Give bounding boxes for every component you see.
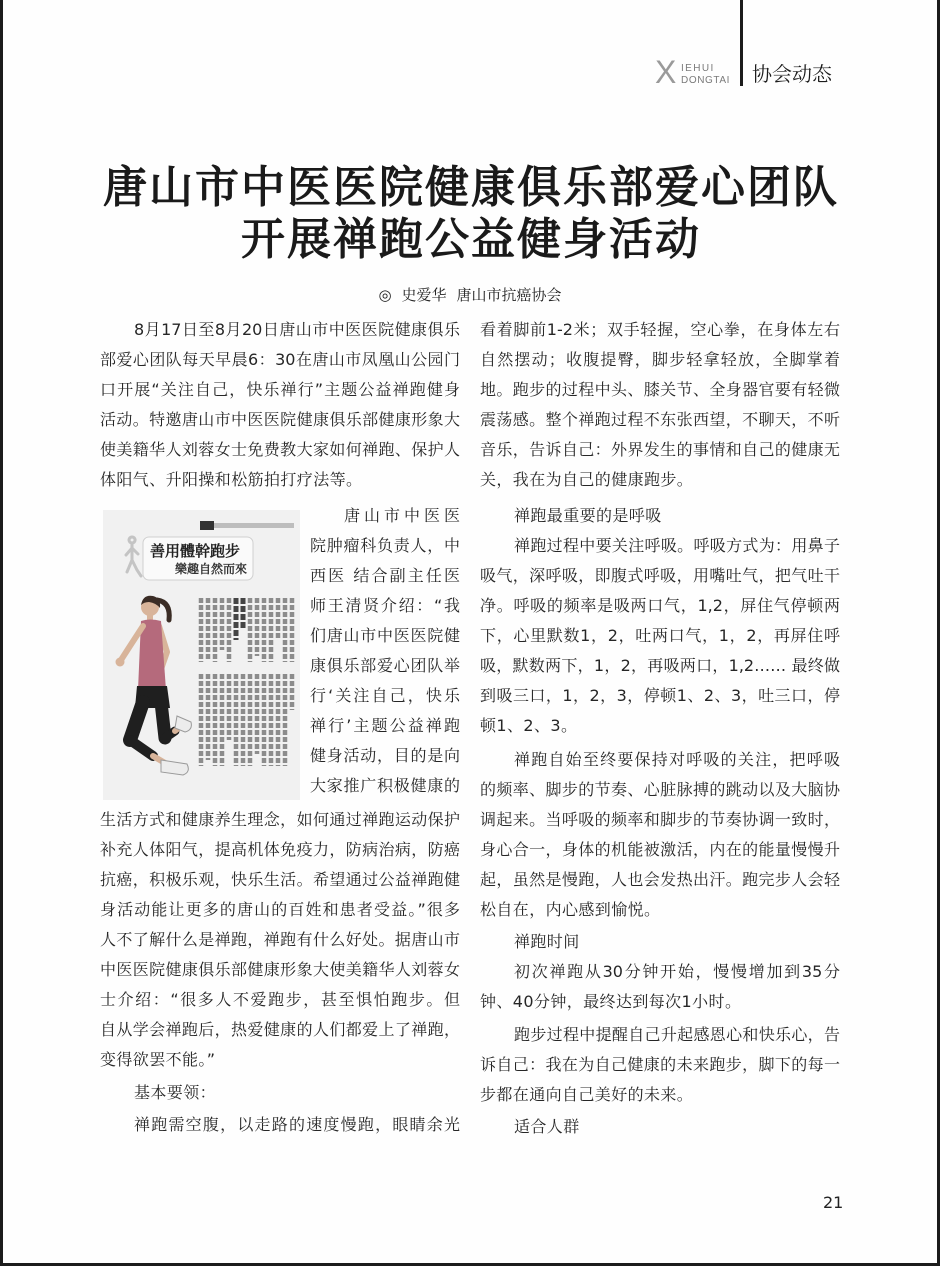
right-paragraph-4 (480, 531, 840, 741)
byline-mark: ◎ (378, 286, 392, 304)
text-line: 看着脚前1-2米；双手轻握，空心拳，在身体左右 (480, 320, 840, 339)
text-line: 诉自己：我在为自己健康的未来跑步，脚下的每一 (480, 1055, 840, 1074)
text-line: 调起来。当呼吸的频率和脚步的节奏协调一致时， (480, 810, 840, 829)
text-line: 禅跑自始至终要保持对呼吸的关注，把呼吸 (514, 750, 840, 769)
text-line: 吸气，深呼吸，即腹式呼吸，用嘴吐气，把气吐干 (480, 566, 840, 585)
left-paragraph-2-wrap (310, 501, 460, 801)
right-heading-audience (480, 1112, 840, 1142)
text-line: 们唐山市中医医院健 (310, 626, 460, 645)
inset-title-line-1: 善用體幹跑步 (150, 542, 241, 560)
text-line: 抗癌，积极乐观，快乐生活。希望通过公益禅跑健 (100, 870, 460, 889)
left-paragraph-3 (100, 1110, 460, 1140)
text-line: 禅跑过程中要关注呼吸。呼吸方式为：用鼻子 (514, 536, 840, 555)
text-line: 部爱心团队每天早晨6：30在唐山市凤凰山公园门 (100, 350, 460, 369)
page-number: 21 (823, 1193, 844, 1212)
runner-fist (116, 658, 125, 667)
column-logo-letter: X (655, 54, 677, 90)
left-paragraph-1 (100, 315, 460, 495)
right-paragraph-5 (480, 745, 840, 925)
section-heading: 适合人群 (514, 1117, 580, 1136)
text-line: 步都在通向自己美好的未来。 (480, 1085, 694, 1104)
text-line: 跑步过程中提醒自己升起感恩心和快乐心，告 (514, 1025, 840, 1044)
text-line: 起，虽然是慢跑，人也会发热出汗。跑完步人会轻 (480, 870, 840, 889)
text-line: 禅跑需空腹，以走路的速度慢跑，眼睛余光 (134, 1115, 460, 1134)
text-line: 士介绍：“很多人不爱跑步，甚至惧怕跑步。但 (100, 990, 460, 1009)
article-title-line-1: 唐山市中医医院健康俱乐部爱心团队 (103, 162, 839, 213)
section-heading: 基本要领： (134, 1083, 217, 1102)
text-line: 关，我在为自己的健康跑步。 (480, 470, 694, 489)
section-heading: 禅跑最重要的是呼吸 (514, 506, 662, 525)
right-paragraph-7 (480, 1020, 840, 1110)
text-line: 身活动能让更多的唐山的百姓和患者受益。”很多 (100, 900, 460, 919)
right-heading-breath (480, 501, 840, 531)
section-name: 协会动态 (752, 62, 832, 86)
text-line: 健身活动，目的是向 (310, 746, 460, 765)
text-line: 顿1、2、3。 (480, 716, 578, 735)
byline (0, 284, 940, 306)
byline-organization: 唐山市抗癌协会 (456, 286, 562, 304)
text-line: 补充人体阳气，提高机体免疫力，防病治病，防癌 (100, 840, 460, 859)
text-line: 西医 结合副主任医 (310, 566, 460, 585)
chapter-tab (200, 521, 214, 530)
text-line: 震荡感。整个禅跑过程不东张西望，不聊天，不听 (480, 410, 840, 429)
text-line: 吸，默数两下，1，2，再吸两口，1,2…… 最终做 (480, 656, 840, 675)
text-line: 8月17日至8月20日唐山市中医医院健康俱乐 (134, 320, 460, 339)
left-paragraph-2-full (100, 805, 460, 1075)
text-line: 康俱乐部爱心团队举 (310, 656, 460, 675)
text-line: 变得欲罢不能。” (100, 1050, 216, 1069)
text-line: 院肿瘤科负责人，中 (310, 536, 460, 555)
text-line: 唐山市中医医 (344, 506, 460, 525)
column-logo-bottom: DONGTAI (681, 75, 731, 86)
text-line: 活动。特邀唐山市中医医院健康俱乐部健康形象大 (100, 410, 460, 429)
text-line: 人不了解什么是禅跑，禅跑有什么好处。据唐山市 (100, 930, 460, 949)
text-line: 钟、40分钟，最终达到每次1小时。 (480, 992, 742, 1011)
text-line: 师王清贤介绍：“我 (310, 596, 460, 615)
text-line: 口开展“关注自己，快乐禅行”主题公益禅跑健身 (100, 380, 460, 399)
text-line: 松自在，内心感到愉悦。 (480, 900, 661, 919)
section-heading: 禅跑时间 (514, 932, 580, 951)
left-heading-basics (100, 1078, 460, 1108)
text-line: 使美籍华人刘蓉女士免费教大家如何禅跑、保护人 (100, 440, 460, 459)
article-title-line-2: 开展禅跑公益健身活动 (241, 214, 701, 265)
header-divider-bar (740, 0, 743, 86)
text-line: 体阳气、升阳操和松筋拍打疗法等。 (100, 470, 363, 489)
text-line: 下，心里默数1，2，吐两口气，1，2，再屏住呼 (480, 626, 840, 645)
text-line: 地。跑步的过程中头、膝关节、全身器官要有轻微 (480, 380, 840, 399)
text-line: 中医医院健康俱乐部健康形象大使美籍华人刘蓉女 (100, 960, 460, 979)
inset-title-line-2: 樂趣自然而來 (175, 562, 248, 576)
text-line: 大家推广积极健康的 (310, 776, 460, 795)
text-line: 生活方式和健康养生理念，如何通过禅跑运动保护 (100, 810, 460, 829)
right-paragraph-3-cont (480, 315, 840, 495)
text-line: 自然摆动；收腹提臀，脚步轻拿轻放，全脚掌着 (480, 350, 840, 369)
right-heading-time (480, 927, 840, 957)
text-line: 禅行’主题公益禅跑 (310, 716, 460, 735)
byline-author: 史爱华 (401, 286, 447, 304)
text-line: 净。呼吸的频率是吸两口气，1,2，屏住气停顿两 (480, 596, 840, 615)
text-line: 到吸三口，1，2，3，停顿1、2、3，吐三口，停 (480, 686, 840, 705)
text-line: 身心合一，身体的机能被激活，内在的能量慢慢升 (480, 840, 840, 859)
inset-book-page-image (103, 510, 300, 800)
text-line: 行‘关注自己，快乐 (310, 686, 460, 705)
text-line: 音乐，告诉自己：外界发生的事情和自己的健康无 (480, 440, 840, 459)
column-logo-top: IEHUI (681, 63, 715, 74)
chapter-header-strip (214, 523, 294, 528)
text-line: 自从学会禅跑后，热爱健康的人们都爱上了禅跑， (100, 1020, 460, 1039)
right-paragraph-6 (480, 957, 840, 1017)
text-line: 初次禅跑从30分钟开始，慢慢增加到35分 (514, 962, 840, 981)
text-line: 的频率、脚步的节奏、心脏脉搏的跳动以及大脑协 (480, 780, 840, 799)
